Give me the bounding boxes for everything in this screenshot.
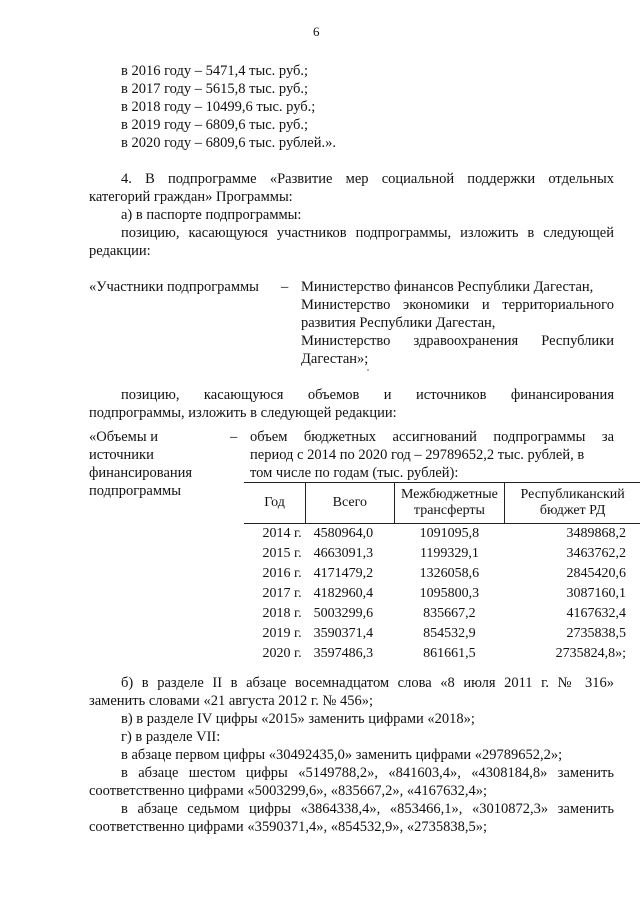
- tail-sixth-line1: в абзаце шестом цифры «5149788,2», «841603,4», «4308184,8» заменить: [121, 765, 614, 781]
- tail-b-line1: б) в разделе II в абзаце восемнадцатом слова «8 июля 2011 г. № 316»: [121, 675, 614, 691]
- funding-table-header: [244, 483, 640, 524]
- tail-seventh-line1: в абзаце седьмом цифры «3864338,4», «853466,1», «3010872,3» заменить: [121, 801, 614, 817]
- cell-transfers: 1326058,6: [419, 566, 480, 581]
- cell-transfers: 835667,2: [423, 606, 476, 621]
- year-line-2017: в 2017 году – 5615,8 тыс. руб.;: [121, 81, 309, 97]
- volume-intro-line1: позицию, касающуюся объемов и источников финансирования: [121, 387, 614, 403]
- cell-total: 5003299,6: [313, 606, 374, 621]
- cell-year: 2015 г.: [262, 546, 302, 561]
- volumes-label-3: финансирования: [89, 465, 193, 481]
- cell-transfers: 1095800,3: [419, 586, 480, 601]
- item4-position-line1: позицию, касающуюся участников подпрограммы, изложить в следующей: [121, 225, 614, 241]
- year-line-2020: в 2020 году – 6809,6 тыс. рублей.».: [121, 135, 336, 151]
- tail-g-line: г) в разделе VII:: [121, 729, 221, 745]
- cell-republic-budget: 4167632,4: [566, 606, 626, 621]
- cell-year: 2014 г.: [262, 526, 302, 541]
- header-total: Всего: [306, 483, 394, 524]
- cell-transfers: 861661,5: [423, 646, 476, 661]
- cell-republic-budget: 2735824,8»;: [555, 646, 626, 661]
- item4-sub-a: а) в паспорте подпрограммы:: [121, 207, 302, 223]
- page-number: 6: [313, 24, 320, 39]
- table-row: [244, 644, 640, 664]
- cell-transfers: 1199329,1: [419, 546, 479, 561]
- year-line-2016: в 2016 году – 5471,4 тыс. руб.;: [121, 63, 309, 79]
- header-republic-budget: Республиканский бюджет РД: [505, 483, 640, 524]
- year-line-2018: в 2018 году – 10499,6 тыс. руб.;: [121, 99, 316, 115]
- volumes-label-2: источники: [89, 447, 154, 463]
- cell-republic-budget: 3087160,1: [566, 586, 626, 601]
- volumes-text-2: период с 2014 по 2020 год – 29789652,2 тыс. рублей, в: [250, 447, 585, 463]
- table-row: [244, 544, 640, 564]
- participants-line-3: развития Республики Дагестан,: [301, 315, 496, 331]
- cell-total: 4580964,0: [313, 526, 374, 541]
- participants-line-5: Дагестан»;: [301, 351, 369, 367]
- cell-year: 2020 г.: [262, 646, 302, 661]
- table-row: [244, 564, 640, 584]
- cell-transfers: 1091095,8: [419, 526, 480, 541]
- volumes-dash: –: [230, 429, 238, 445]
- cell-total: 3590371,4: [313, 626, 374, 641]
- participants-dash: –: [281, 279, 289, 295]
- table-row: [244, 584, 640, 604]
- volumes-label-4: подпрограммы: [89, 483, 181, 499]
- participants-line-4: Министерство здравоохранения Республики: [301, 333, 614, 349]
- volumes-text-3: том числе по годам (тыс. рублей):: [250, 465, 459, 481]
- participants-line-1: Министерство финансов Республики Дагестан,: [301, 279, 594, 295]
- cell-republic-budget: 2735838,5: [566, 626, 626, 641]
- cell-year: 2017 г.: [262, 586, 302, 601]
- volumes-label-1: «Объемы и: [89, 429, 158, 445]
- volumes-text-1: объем бюджетных ассигнований подпрограммы за: [250, 429, 614, 445]
- table-row: [244, 524, 640, 545]
- table-row: [244, 604, 640, 624]
- year-line-2019: в 2019 году – 6809,6 тыс. руб.;: [121, 117, 309, 133]
- cell-total: 4663091,3: [313, 546, 374, 561]
- item4-line1: 4. В подпрограмме «Развитие мер социальной поддержки отдельных: [121, 171, 614, 187]
- tail-sixth-line2: соответственно цифрами «5003299,6», «835667,2», «4167632,4»;: [89, 783, 487, 799]
- cell-year: 2016 г.: [262, 566, 302, 581]
- tail-v-line: в) в разделе IV цифры «2015» заменить цифрами «2018»;: [121, 711, 475, 727]
- cell-total: 4171479,2: [313, 566, 374, 581]
- cell-total: 3597486,3: [313, 646, 374, 661]
- cell-republic-budget: 3463762,2: [566, 546, 626, 561]
- tail-b-line2: заменить словами «21 августа 2012 г. № 456»;: [89, 693, 373, 709]
- item4-line2: категорий граждан» Программы:: [89, 189, 293, 205]
- tail-seventh-line2: соответственно цифрами «3590371,4», «854532,9», «2735838,5»;: [89, 819, 487, 835]
- item4-position-line2: редакции:: [89, 243, 151, 259]
- participants-line-2: Министерство экономики и территориального: [301, 297, 614, 313]
- cell-total: 4182960,4: [313, 586, 374, 601]
- header-year: Год: [264, 495, 285, 510]
- scan-speck: [367, 369, 369, 371]
- cell-year: 2018 г.: [262, 606, 302, 621]
- header-transfers: Межбюджетные трансферты: [394, 483, 505, 524]
- volume-intro-line2: подпрограммы, изложить в следующей редакции:: [89, 405, 397, 421]
- funding-table: [244, 482, 640, 664]
- cell-republic-budget: 2845420,6: [566, 566, 626, 581]
- tail-first-paragraph: в абзаце первом цифры «30492435,0» заменить цифрами «29789652,2»;: [121, 747, 563, 763]
- cell-year: 2019 г.: [262, 626, 302, 641]
- cell-transfers: 854532,9: [423, 626, 476, 641]
- table-row: [244, 624, 640, 644]
- cell-republic-budget: 3489868,2: [566, 526, 626, 541]
- participants-label: «Участники подпрограммы: [89, 279, 259, 295]
